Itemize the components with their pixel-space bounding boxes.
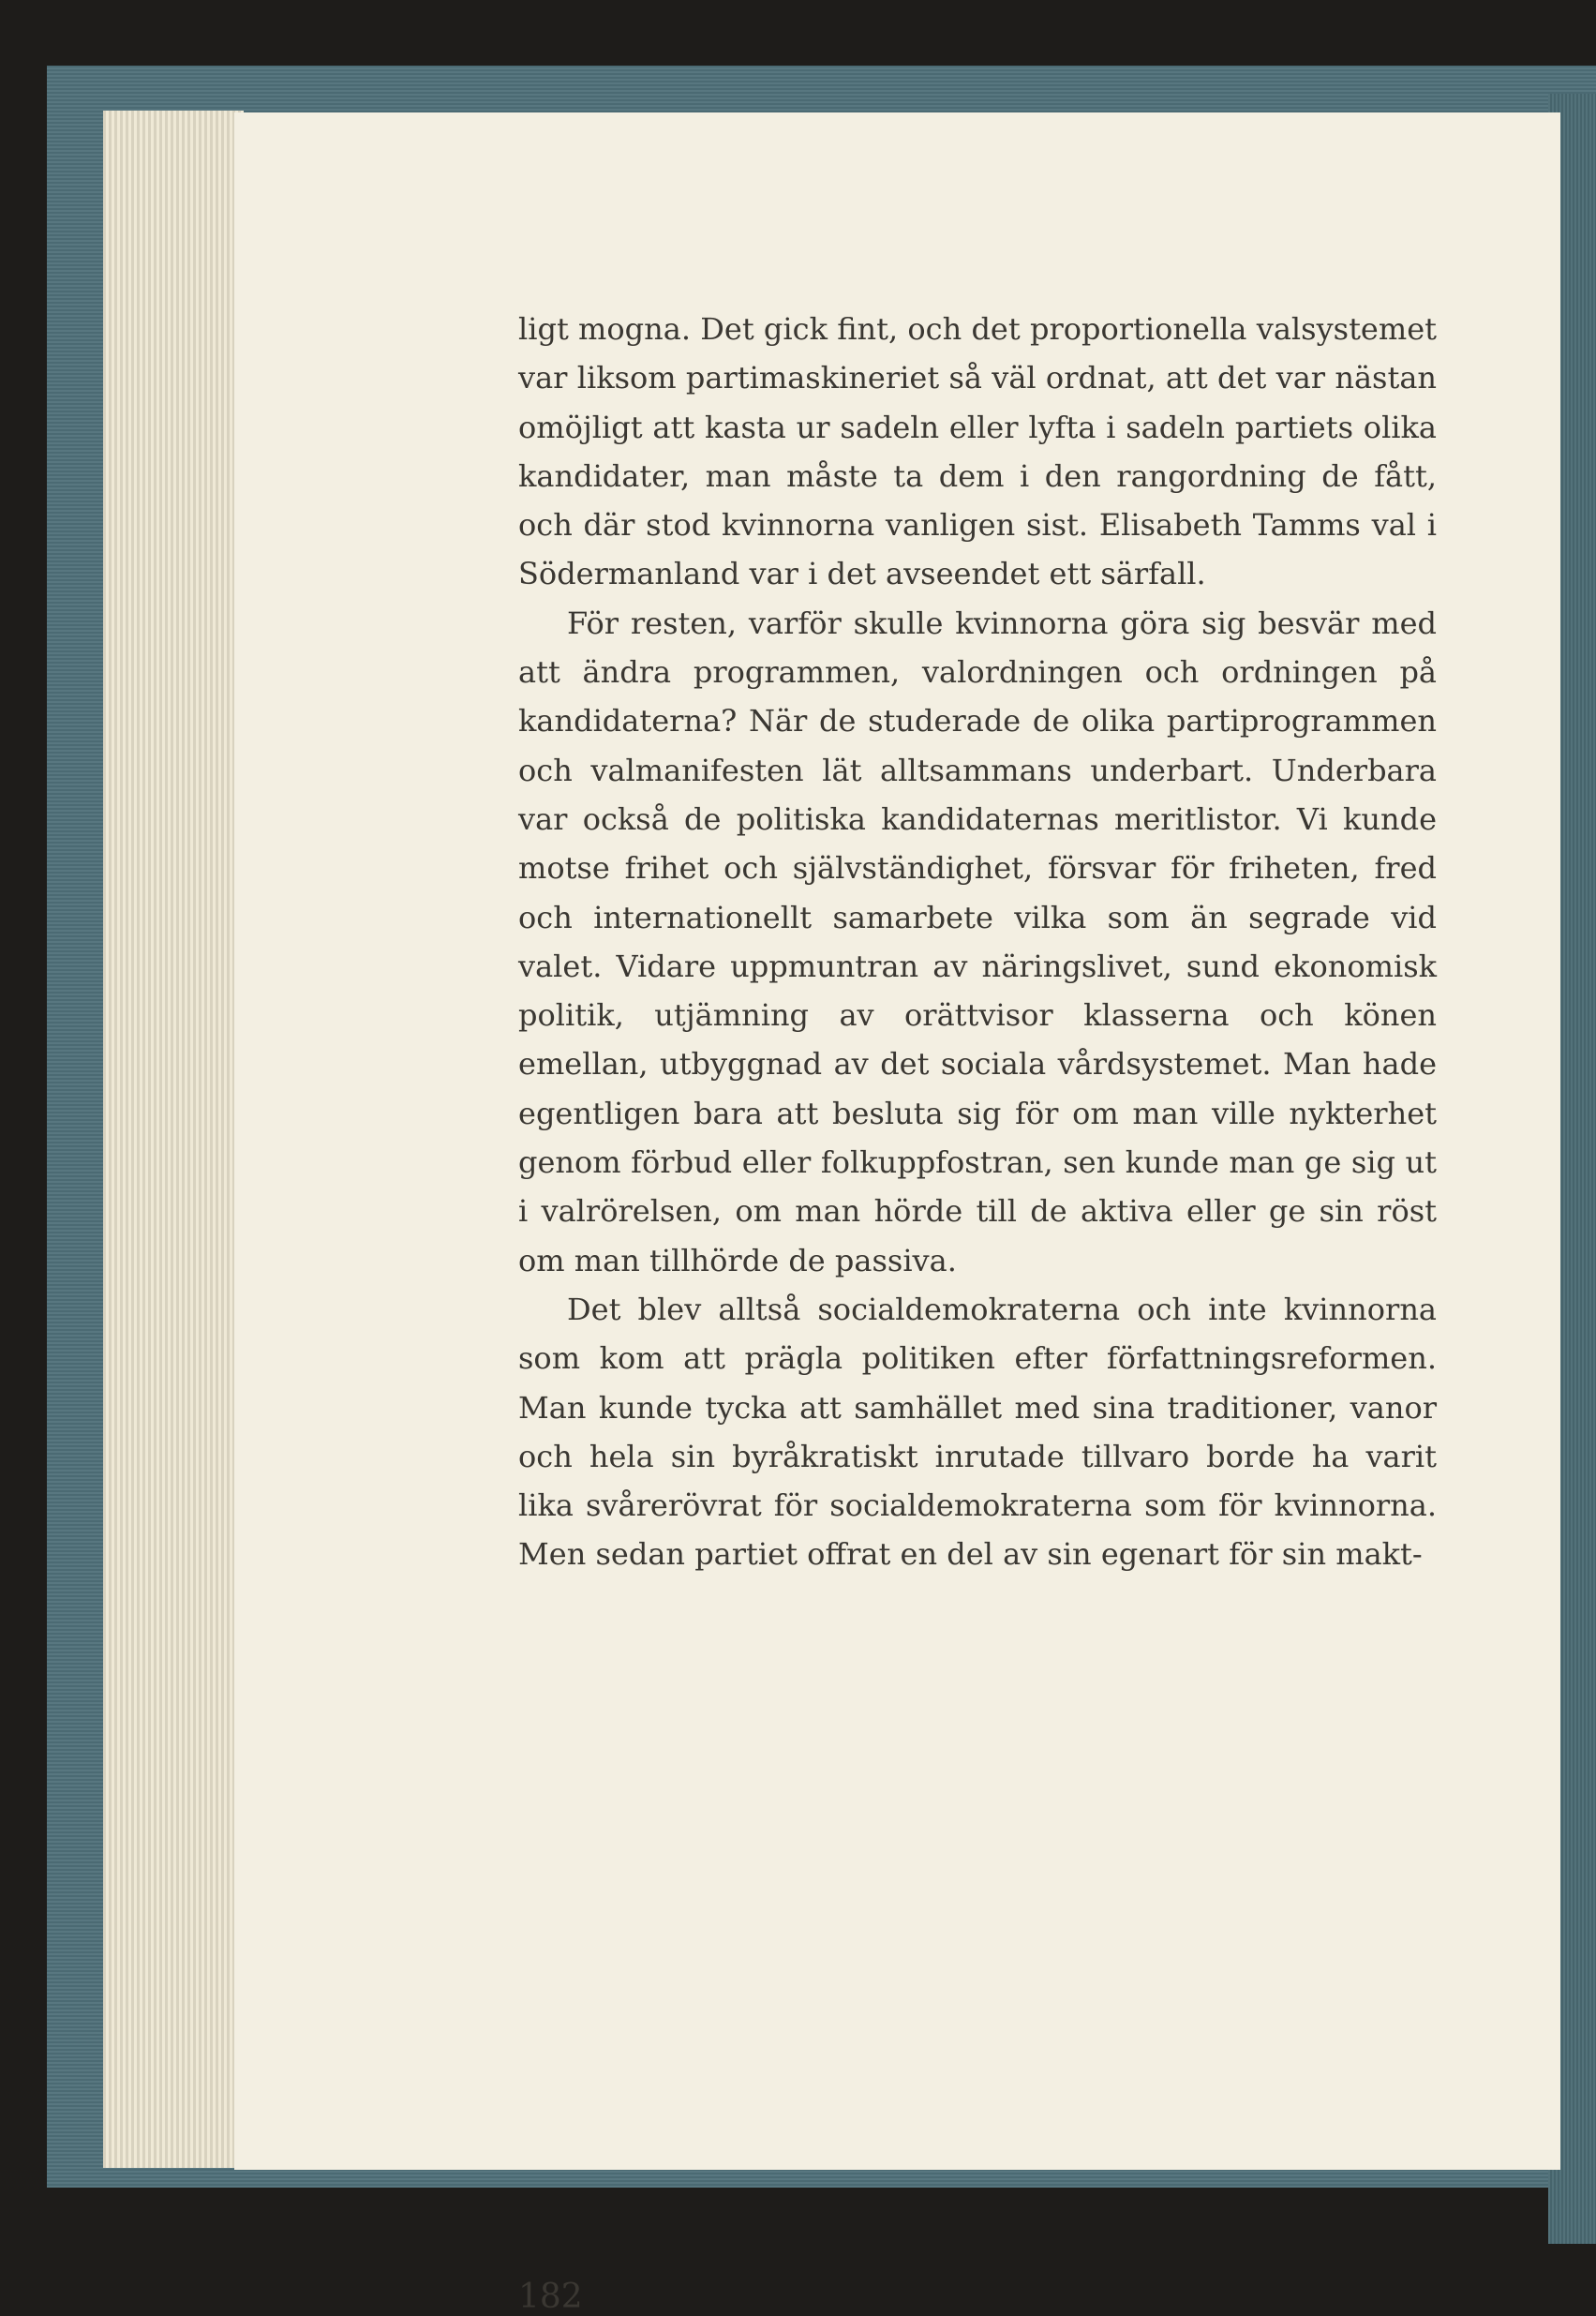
paragraph-2: För resten, varför skulle kvinnorna göra sig besvär med att ändra programmen, valordningen och ordningen på kandidaterna? När de studerade de olika partiprogrammen och valmanifesten lät alltsammans underbart. Underbara var också de politiska kandidaternas meritlistor. Vi kunde motse frihet och självständighet, försvar för friheten, fred och internationellt samarbete vilka som än segrade vid valet. Vidare uppmuntran av näringslivet, sund ekonomisk politik, utjämning av orättvisor klasserna och könen emellan, utbyggnad av det sociala vårdsystemet. Man hade egentligen bara att besluta sig för om man ville nykterhet genom förbud eller folkuppfostran, sen kunde man ge sig ut i valrörelsen, om man hörde till de aktiva eller ge sin röst om man tillhörde de passiva.	[518, 605, 1437, 1278]
page-text	[518, 305, 1437, 1579]
paragraph-3: Det blev alltså socialdemokraterna och inte kvinnorna som kom att prägla politiken efter författningsreformen. Man kunde tycka att samhället med sina traditioner, vanor och hela sin byråkratiskt inrutade tillvaro borde ha varit lika svårerövrat för socialdemokraterna som för kvinnorna. Men sedan partiet offrat en del av sin egenart för sin makt-	[518, 1291, 1437, 1573]
page-number: 182	[518, 2278, 583, 2316]
paragraph-1: ligt mogna. Det gick fint, och det proportionella valsystemet var liksom partimaskineriet så väl ordnat, att det var nästan omöjligt att kasta ur sadeln eller lyfta i sadeln partiets olika kandidater, man måste ta dem i den rangordning de fått, och där stod kvinnorna vanligen sist. Elisabeth Tamms val i Södermanland var i det avseendet ett särfall.	[518, 311, 1437, 592]
page-edges	[103, 111, 244, 2168]
